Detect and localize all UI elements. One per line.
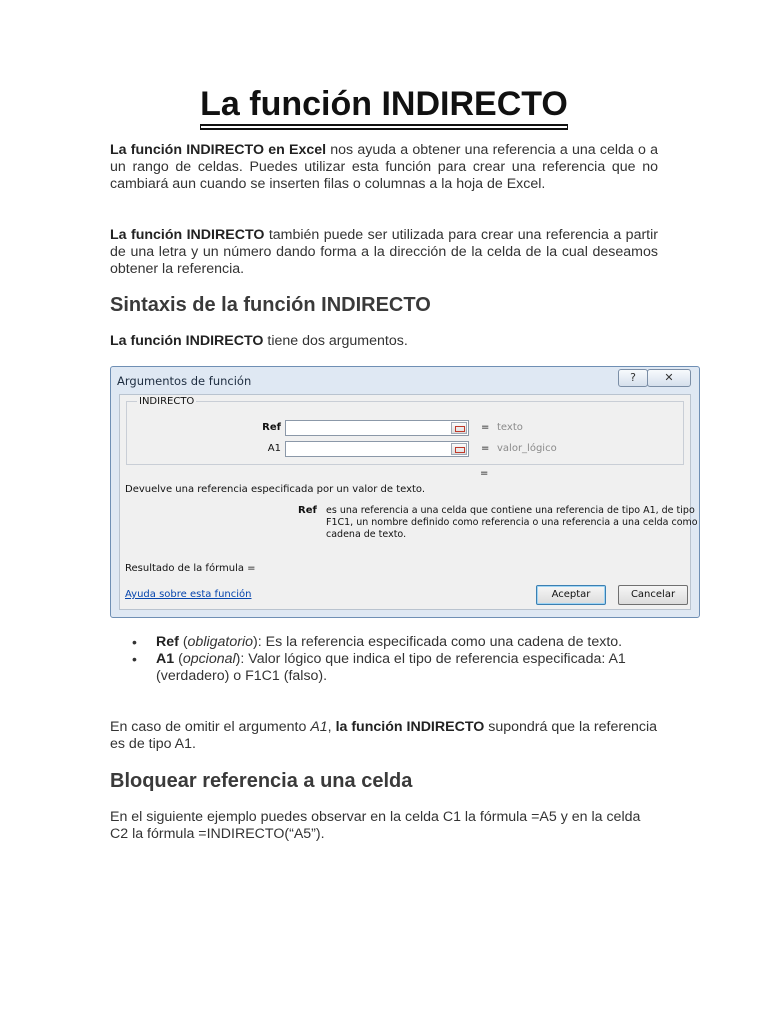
arg-name-a1: A1 bbox=[267, 443, 281, 454]
section-heading-lock: Bloquear referencia a una celda bbox=[110, 770, 413, 792]
ref-input[interactable] bbox=[285, 420, 469, 436]
bullet-text: ): Es la referencia especificada como una cadena de texto. bbox=[253, 634, 623, 650]
section-heading-syntax: Sintaxis de la función INDIRECTO bbox=[110, 294, 431, 316]
page-title-text: La función INDIRECTO bbox=[200, 85, 568, 126]
function-description: Devuelve una referencia especificada por un valor de texto. bbox=[125, 484, 426, 495]
help-link[interactable]: Ayuda sobre esta función bbox=[125, 589, 252, 600]
accept-button[interactable]: Aceptar bbox=[536, 585, 606, 605]
arguments-list bbox=[110, 634, 658, 685]
function-arguments-dialog bbox=[110, 366, 700, 618]
syntax-paragraph bbox=[110, 333, 658, 350]
example-paragraph: En el siguiente ejemplo puedes observar en la celda C1 la fórmula =A5 y en la celda C2 la fórmula =INDIRECTO(“A5”). bbox=[110, 809, 641, 842]
bullet-term: A1 bbox=[156, 651, 175, 667]
intro2-bold: La función INDIRECTO bbox=[110, 227, 265, 243]
list-item bbox=[110, 634, 658, 651]
syntax-text: tiene dos argumentos. bbox=[263, 333, 408, 349]
omit-italic: A1 bbox=[310, 719, 328, 735]
cancel-button[interactable]: Cancelar bbox=[618, 585, 688, 605]
intro-paragraph-1 bbox=[110, 142, 658, 193]
group-label: INDIRECTO bbox=[139, 396, 195, 407]
intro1-bold: La función INDIRECTO en Excel bbox=[110, 142, 327, 158]
omit-pre: En caso de omitir el argumento bbox=[110, 719, 311, 735]
bullet-icon: • bbox=[132, 634, 137, 650]
ref-desc-label: Ref bbox=[298, 505, 317, 516]
bullet-qualifier: obligatorio bbox=[187, 634, 254, 650]
page-title bbox=[110, 84, 658, 124]
help-button[interactable]: ? bbox=[618, 369, 648, 387]
syntax-bold: La función INDIRECTO bbox=[110, 333, 264, 349]
ref-equals: = bbox=[481, 422, 490, 433]
intro1-text: nos ayuda a obtener una referencia a una celda o a un rango de celdas. Puedes utilizar esta función para crear una referencia que no cambiará aun cuando se inserten filas o columnas a la hoja de Excel. bbox=[110, 142, 659, 192]
arg-name-ref: Ref bbox=[262, 422, 281, 433]
bullet-text: ): Valor lógico que indica el tipo de referencia especificada: A1 (verdadero) o F1C1 (falso). bbox=[156, 651, 626, 684]
a1-input[interactable] bbox=[285, 441, 469, 457]
range-picker-icon[interactable] bbox=[451, 422, 467, 434]
bullet-term: Ref bbox=[156, 634, 179, 650]
a1-value: valor_lógico bbox=[497, 443, 557, 454]
omit-rest: supondrá que la referencia es de tipo A1. bbox=[110, 719, 658, 752]
dialog-body bbox=[119, 394, 698, 610]
arguments-group bbox=[126, 396, 684, 465]
bullet-open: ( bbox=[174, 651, 183, 667]
intro-paragraph-2 bbox=[110, 227, 658, 278]
list-item bbox=[110, 651, 658, 685]
omit-bold: la función INDIRECTO bbox=[335, 719, 485, 735]
close-button[interactable]: ✕ bbox=[647, 369, 691, 387]
dialog-title: Argumentos de función bbox=[117, 374, 252, 388]
bullet-qualifier: opcional bbox=[182, 651, 236, 667]
ref-desc-text: es una referencia a una celda que contiene una referencia de tipo A1, de tipo F1C1, un nombre definido como referencia o una referencia a una celda como cadena de texto. bbox=[326, 505, 698, 540]
omit-paragraph bbox=[110, 719, 658, 753]
dialog-controls bbox=[619, 369, 691, 387]
result-equals: = bbox=[480, 468, 489, 479]
ref-value: texto bbox=[497, 422, 523, 433]
a1-equals: = bbox=[481, 443, 490, 454]
intro2-text: también puede ser utilizada para crear una referencia a partir de una letra y un número dando forma a la dirección de la celda de la cual deseamos obtener la referencia. bbox=[110, 227, 658, 277]
bullet-open: ( bbox=[178, 634, 188, 650]
range-picker-icon[interactable] bbox=[451, 443, 467, 455]
bullet-icon: • bbox=[132, 651, 137, 667]
formula-result-label: Resultado de la fórmula = bbox=[125, 563, 256, 574]
omit-mid: , bbox=[327, 719, 336, 735]
